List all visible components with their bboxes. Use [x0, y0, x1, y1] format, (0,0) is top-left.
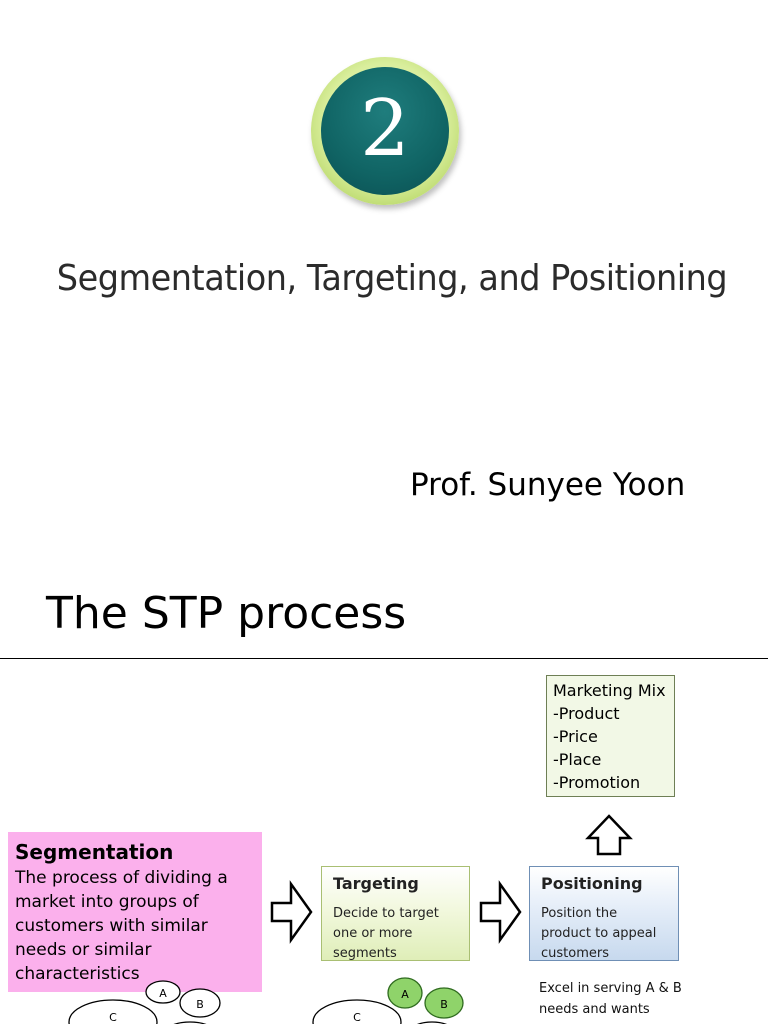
positioning-title: Positioning: [541, 874, 643, 893]
up-arrow-icon: [588, 816, 630, 854]
targeting-description: Decide to target one or more segments: [333, 906, 439, 961]
segment-label-b: B: [196, 998, 204, 1011]
marketing-mix-item: -Place: [553, 750, 602, 769]
right-arrow-icon: [272, 884, 311, 940]
segmentation-description: The process of dividing a market into groups of customers with similar needs or similar characteristics: [15, 868, 228, 984]
segment-label-a: A: [159, 987, 167, 1000]
segment-label-c: C: [109, 1011, 117, 1024]
positioning-description: Position the product to appeal customers: [541, 906, 657, 961]
right-arrow-icon: [481, 884, 520, 940]
positioning-note: Excel in serving A & B needs and wants: [539, 981, 682, 1017]
slide-title: The STP process: [46, 588, 407, 639]
marketing-mix-item: -Promotion: [553, 773, 641, 792]
target-label-b: B: [440, 998, 448, 1011]
chapter-title: Segmentation, Targeting, and Positioning: [56, 258, 728, 299]
target-label-a: A: [401, 988, 409, 1001]
chapter-number: 2: [360, 84, 410, 174]
author-name: Prof. Sunyee Yoon: [410, 467, 686, 503]
marketing-mix-item: -Product: [553, 704, 620, 723]
targeting-title: Targeting: [333, 874, 419, 893]
marketing-mix-heading: Marketing Mix: [553, 681, 666, 700]
target-label-c: C: [353, 1011, 361, 1024]
marketing-mix-item: -Price: [553, 727, 598, 746]
segmentation-title: Segmentation: [15, 840, 174, 864]
